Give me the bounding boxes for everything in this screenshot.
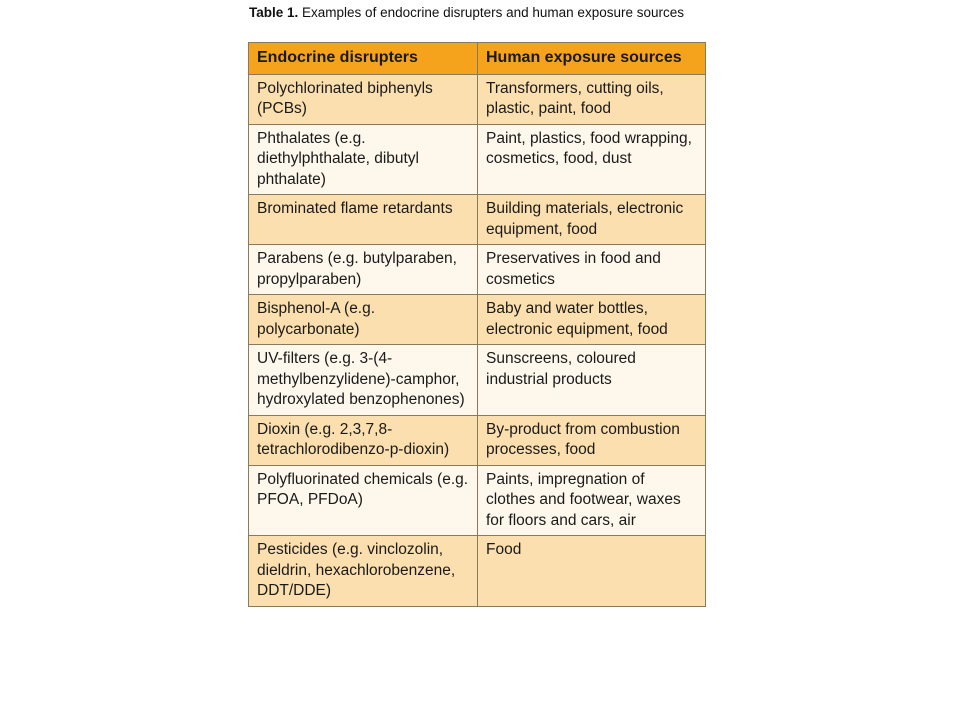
table-row (249, 124, 706, 195)
table-row (249, 74, 706, 124)
exposure-source-cell: Paint, plastics, food wrapping, cosmetics, food, dust (478, 124, 706, 195)
exposure-source-cell: Building materials, electronic equipment, food (478, 195, 706, 245)
table-row (249, 536, 706, 607)
caption-text: Examples of endocrine disrupters and human exposure sources (298, 5, 684, 20)
exposure-source-cell: Paints, impregnation of clothes and footwear, waxes for floors and cars, air (478, 465, 706, 536)
table-caption (249, 4, 709, 21)
disrupter-cell: Polychlorinated biphenyls (PCBs) (249, 74, 478, 124)
exposure-source-cell: Baby and water bottles, electronic equipment, food (478, 295, 706, 345)
disrupter-cell: Polyfluorinated chemicals (e.g. PFOA, PFDoA) (249, 465, 478, 536)
table-row (249, 195, 706, 245)
endocrine-disrupters-table (248, 42, 706, 607)
header-endocrine-disrupters: Endocrine disrupters (249, 43, 478, 75)
exposure-source-cell: Transformers, cutting oils, plastic, paint, food (478, 74, 706, 124)
table-row (249, 415, 706, 465)
disrupter-cell: Pesticides (e.g. vinclozolin, dieldrin, hexachlorobenzene, DDT/DDE) (249, 536, 478, 607)
disrupter-cell: Brominated flame retardants (249, 195, 478, 245)
table-container (248, 42, 705, 607)
disrupter-cell: Dioxin (e.g. 2,3,7,8-tetrachlorodibenzo-p-dioxin) (249, 415, 478, 465)
disrupter-cell: UV-filters (e.g. 3-(4-methylbenzylidene)-camphor, hydroxylated benzophenones) (249, 345, 478, 416)
header-exposure-sources: Human exposure sources (478, 43, 706, 75)
exposure-source-cell: Sunscreens, coloured industrial products (478, 345, 706, 416)
table-header-row (249, 43, 706, 75)
disrupter-cell: Phthalates (e.g. diethylphthalate, dibutyl phthalate) (249, 124, 478, 195)
exposure-source-cell: Preservatives in food and cosmetics (478, 245, 706, 295)
caption-label: Table 1. (249, 5, 299, 20)
disrupter-cell: Parabens (e.g. butylparaben, propylparaben) (249, 245, 478, 295)
table-row (249, 345, 706, 416)
disrupter-cell: Bisphenol-A (e.g. polycarbonate) (249, 295, 478, 345)
exposure-source-cell: By-product from combustion processes, food (478, 415, 706, 465)
table-row (249, 245, 706, 295)
exposure-source-cell: Food (478, 536, 706, 607)
table-row (249, 465, 706, 536)
table-row (249, 295, 706, 345)
